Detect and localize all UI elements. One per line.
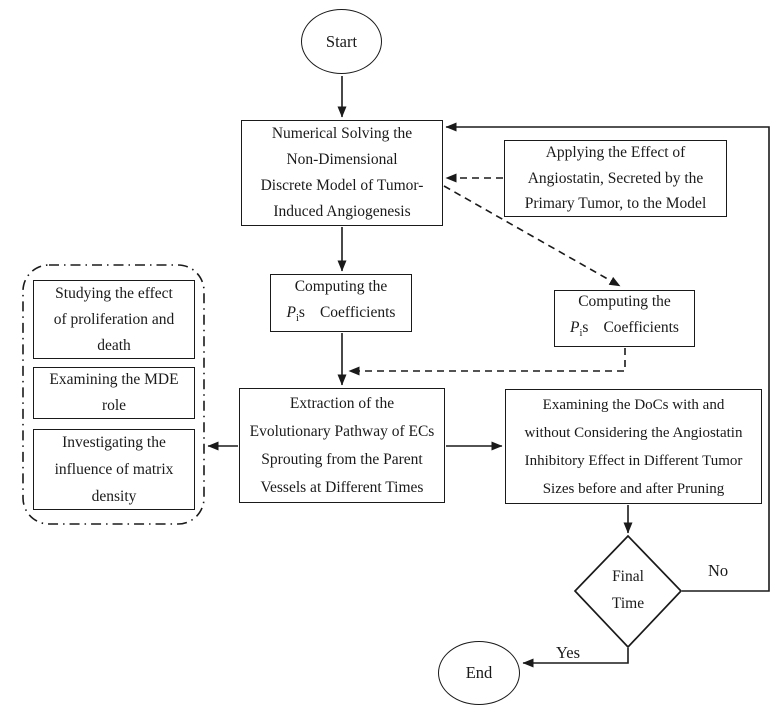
no-edge-label: No	[708, 561, 729, 580]
computing-coefficients-center-box	[270, 274, 412, 332]
investigating-matrix-density-box	[33, 429, 195, 510]
text-line: Primary Tumor, to the Model	[524, 195, 707, 213]
end-label: End	[465, 663, 493, 682]
text-line: Numerical Solving the	[271, 125, 413, 142]
examining-mde-role-box	[33, 367, 195, 419]
text-line: Induced Angiogenesis	[273, 203, 411, 220]
computing-coefficients-right-box	[554, 290, 695, 347]
text-line: without Considering the Angiostatin	[524, 424, 743, 441]
text-line: of proliferation and	[53, 310, 175, 328]
text-line: Sizes before and after Pruning	[542, 480, 725, 497]
text-line: Time	[611, 595, 645, 612]
coefficients-word: Coefficients	[603, 319, 679, 337]
text-line: Investigating the	[62, 434, 166, 451]
start-label: Start	[325, 31, 358, 51]
text-line: Examining the DoCs with and	[542, 396, 725, 413]
text-line: Evolutionary Pathway of ECs	[249, 422, 435, 440]
text-line: Computing the	[294, 277, 388, 295]
yes-edge-label: Yes	[556, 643, 581, 662]
coefficients-formula-line	[287, 300, 396, 332]
examining-docs-box	[505, 389, 762, 504]
coefficients-formula-line	[570, 315, 679, 347]
studying-proliferation-box	[33, 280, 195, 359]
final-time-label	[576, 563, 680, 617]
coefficients-word: Coefficients	[319, 303, 396, 321]
text-line: death	[97, 336, 131, 354]
numerical-solving-box	[241, 120, 443, 226]
end-terminal	[438, 641, 520, 705]
edge-computing-right-to-junction-dashed	[349, 348, 625, 371]
text-line: Inhibitory Effect in Different Tumor	[524, 452, 743, 469]
text-line: Angiostatin, Secreted by the	[527, 169, 704, 187]
text-line: Extraction of the	[289, 394, 395, 412]
text-line: Non-Dimensional	[286, 151, 398, 168]
pi-symbol: $P_is$	[286, 303, 305, 325]
text-line: Vessels at Different Times	[260, 478, 424, 496]
text-line: Studying the effect	[55, 284, 173, 302]
text-line: Computing the	[578, 293, 671, 311]
start-terminal	[301, 9, 382, 74]
applying-angiostatin-box	[504, 140, 727, 217]
text-line: Final	[612, 568, 644, 585]
text-line: influence of matrix	[54, 461, 174, 478]
text-line: role	[101, 397, 127, 414]
pi-symbol: $P_is$	[570, 319, 589, 340]
text-line: Applying the Effect of	[545, 144, 686, 162]
text-line: Examining the MDE	[49, 371, 179, 388]
extraction-pathway-box	[239, 388, 445, 503]
text-line: density	[91, 488, 137, 505]
text-line: Sprouting from the Parent	[261, 450, 423, 468]
text-line: Discrete Model of Tumor-	[260, 177, 424, 194]
